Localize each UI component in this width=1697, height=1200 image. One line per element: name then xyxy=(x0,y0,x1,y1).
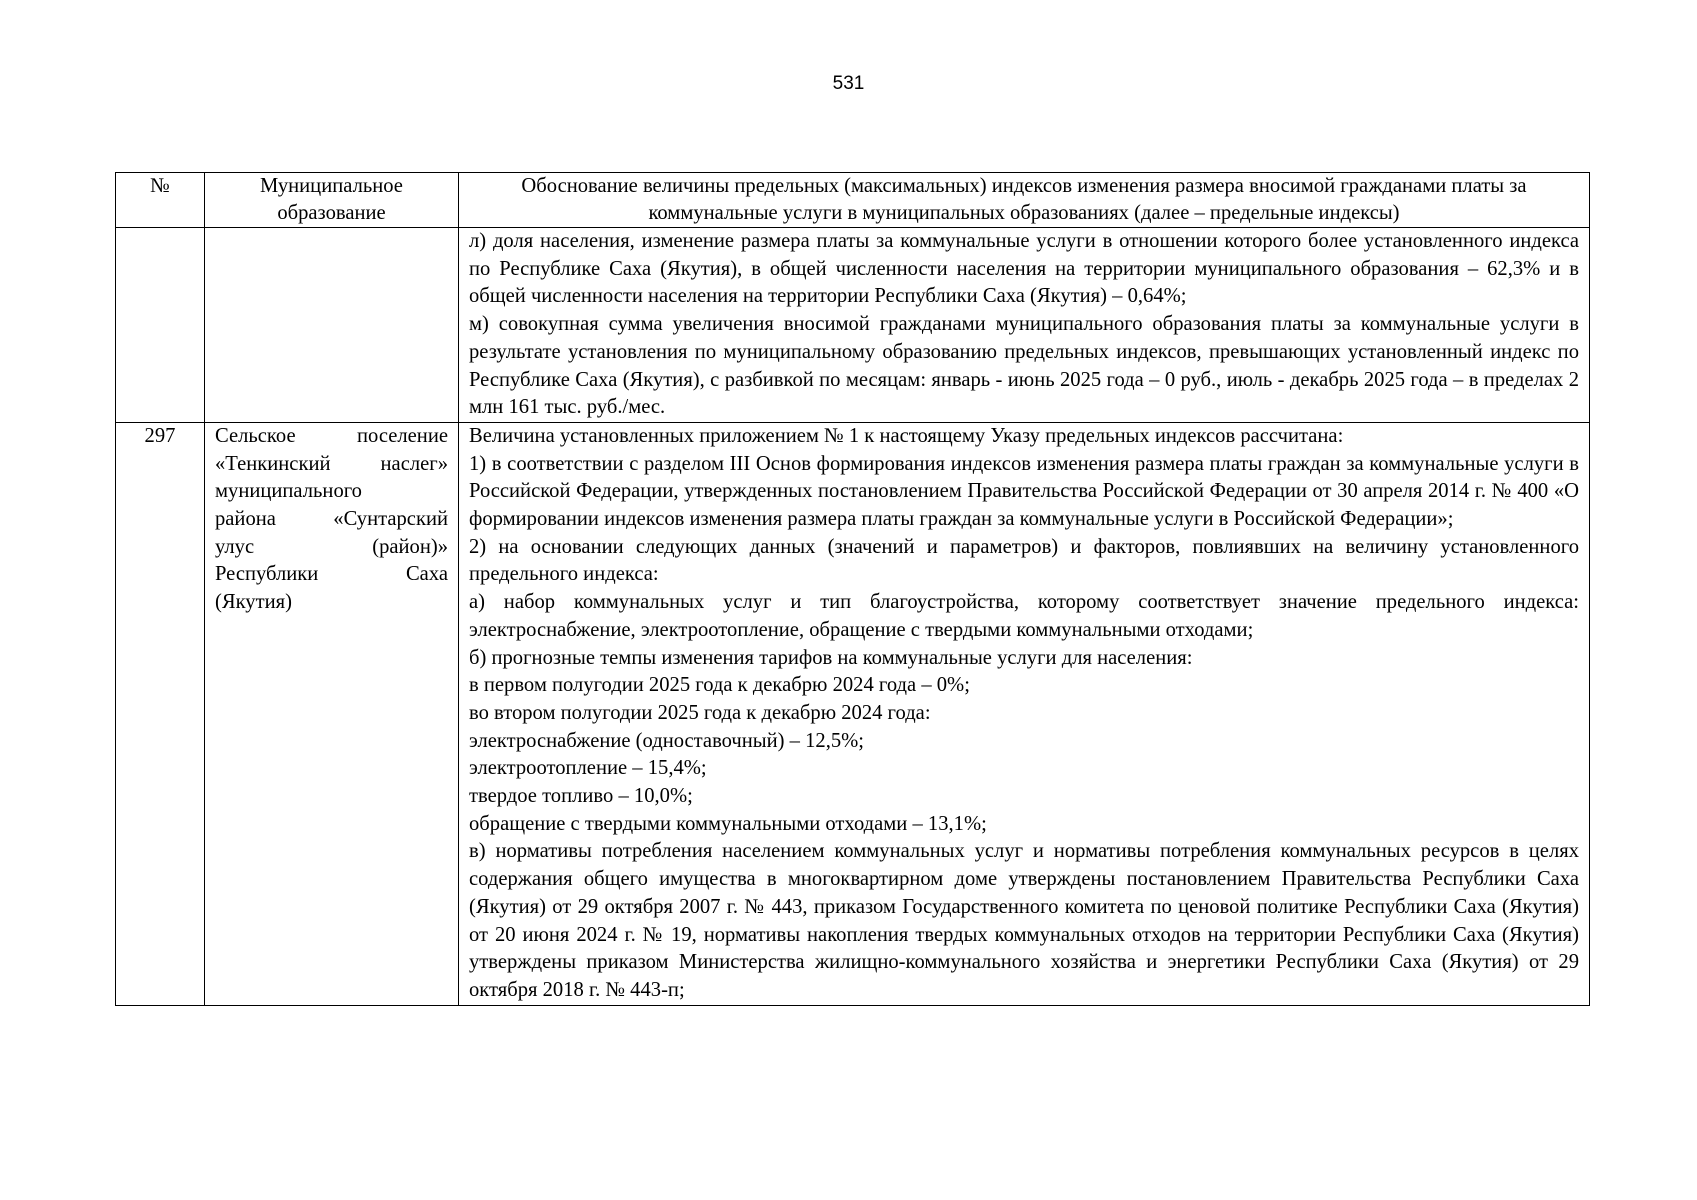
rate-electric-heating: электроотопление – 15,4%; xyxy=(469,757,707,780)
paragraph-intro: Величина установленных приложением № 1 к настоящему Указу предельных индексов рассчитана: xyxy=(469,424,1344,447)
indices-table xyxy=(115,172,1590,1006)
municipality-line: Сельское поселение xyxy=(215,424,448,447)
municipality-line: муниципального xyxy=(215,480,362,503)
paragraph-v: в) нормативы потребления населением коммунальных услуг и нормативы потребления коммунальных ресурсов в целях содержания общего имущества в многоквартирном доме утверждены постановлением Правительства Республики Саха (Якутия) от 29 октября 2007 г. № 443, приказом Государственного комитета по ценовой политике Республики Саха (Якутия) от 20 июня 2024 г. № 19, нормативы накопления твердых коммунальных отходов на территории Республики Саха (Якутия) утверждены приказом Министерства жилищно-коммунального хозяйства и энергетики Республики Саха (Якутия) от 29 октября 2018 г. № 443-п; xyxy=(469,840,1579,1001)
header-number: № xyxy=(116,173,205,228)
forecast-first-half: в первом полугодии 2025 года к декабрю 2024 года – 0%; xyxy=(469,674,970,697)
municipality-line: (Якутия) xyxy=(215,591,292,614)
table-header-row xyxy=(116,173,1590,228)
forecast-second-half: во втором полугодии 2025 года к декабрю 2024 года: xyxy=(469,701,931,724)
row-number-cell xyxy=(116,228,205,423)
justification-cell xyxy=(459,422,1590,1005)
rate-electricity: электроснабжение (одноставочный) – 12,5%; xyxy=(469,729,865,752)
rate-solid-waste: обращение с твердыми коммунальными отходами – 13,1%; xyxy=(469,812,987,835)
header-municipality: Муниципальное образование xyxy=(205,173,459,228)
header-justification: Обоснование величины предельных (максимальных) индексов изменения размера вносимой гражданами платы за коммунальные услуги в муниципальных образованиях (далее – предельные индексы) xyxy=(459,173,1590,228)
paragraph-l: л) доля населения, изменение размера платы за коммунальные услуги в отношении которого более установленного индекса по Республике Саха (Якутия), в общей численности населения на территории муниципального образования – 62,3% и в общей численности населения на территории Республики Саха (Якутия) – 0,64%; xyxy=(469,230,1579,308)
paragraph-m: м) совокупная сумма увеличения вносимой гражданами муниципального образования платы за коммунальные услуги в результате установления по муниципальному образованию предельных индексов, превышающих установленный индекс по Республике Саха (Якутия), с разбивкой по месяцам: январь - июнь 2025 года – 0 руб., июль - декабрь 2025 года – в пределах 2 млн 161 тыс. руб./мес. xyxy=(469,313,1579,419)
municipality-line: «Тенкинский наслег» xyxy=(215,452,448,475)
table-row xyxy=(116,422,1590,1005)
page-number: 531 xyxy=(832,73,865,94)
municipality-cell xyxy=(205,422,459,1005)
table-row xyxy=(116,228,1590,423)
municipality-line: улус (район)» xyxy=(215,535,448,558)
paragraph-b: б) прогнозные темпы изменения тарифов на коммунальные услуги для населения: xyxy=(469,646,1193,669)
paragraph-a: а) набор коммунальных услуг и тип благоустройства, которому соответствует значение предельного индекса: электроснабжение, электроотопление, обращение с твердыми коммунальными отходами; xyxy=(469,591,1579,641)
justification-cell xyxy=(459,228,1590,423)
row-number-cell: 297 xyxy=(116,422,205,1005)
municipality-cell xyxy=(205,228,459,423)
paragraph-2: 2) на основании следующих данных (значений и параметров) и факторов, повлиявших на величину установленного предельного индекса: xyxy=(469,535,1579,586)
municipality-line: района «Сунтарский xyxy=(215,508,448,531)
paragraph-1: 1) в соответствии с разделом III Основ формирования индексов изменения размера платы граждан за коммунальные услуги в Российской Федерации, утвержденных постановлением Правительства Российской Федерации от 30 апреля 2014 г. № 400 «О формировании индексов изменения размера платы граждан за коммунальные услуги в Российской Федерации»; xyxy=(469,452,1579,531)
rate-solid-fuel: твердое топливо – 10,0%; xyxy=(469,785,693,808)
municipality-line: Республики Саха xyxy=(215,563,448,586)
